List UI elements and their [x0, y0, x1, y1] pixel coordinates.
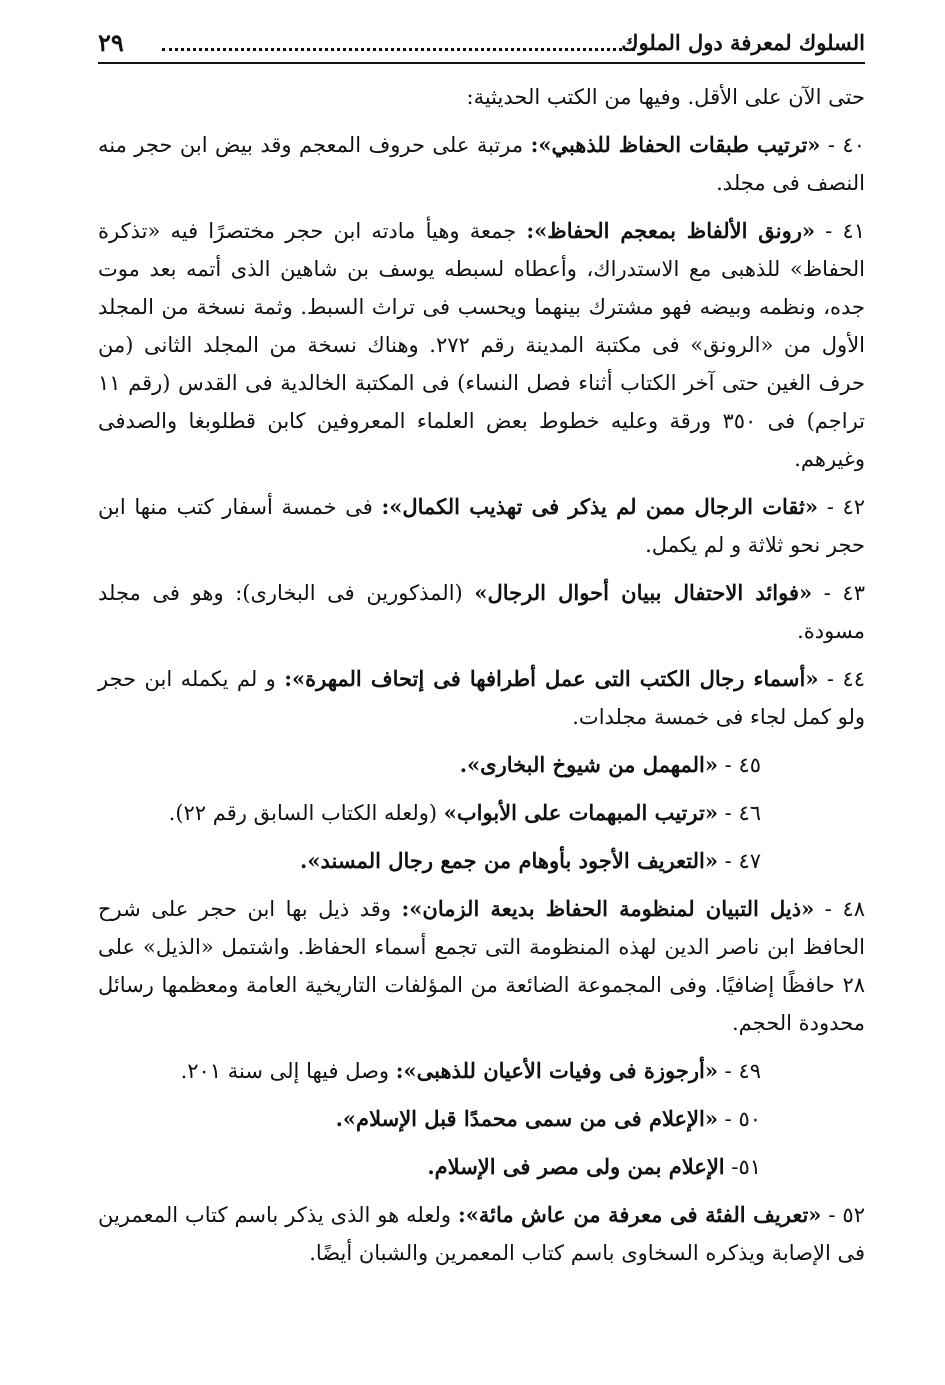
entry-text: و لم يكمله ابن حجر ولو كمل لجاء فى خمسة مجلدات. [98, 667, 865, 729]
entry-number: ٤٢ - [826, 495, 866, 519]
entry-40 [98, 126, 865, 202]
entry-number: ٤٩ - [724, 1059, 761, 1083]
entry-title: «تعريف الفئة فى معرفة من عاش مائة»: [457, 1202, 822, 1227]
entry-number: ٤٤ - [826, 667, 865, 691]
entry-43 [98, 574, 865, 650]
entry-52 [98, 1196, 865, 1272]
entry-text: (المذكورين فى البخارى): وهو فى مجلد مسودة. [98, 581, 865, 643]
entry-text: مرتبة على حروف المعجم وقد بيض ابن حجر منه النصف فى مجلد. [98, 133, 865, 195]
entry-number: ٤٦ - [724, 801, 761, 825]
entry-title: «ثقات الرجال ممن لم يذكر فى تهذيب الكمال»: [381, 494, 819, 519]
entry-51 [98, 1148, 865, 1186]
entry-number: ٥٢ - [828, 1203, 865, 1227]
entry-number: ٤٥ - [724, 753, 761, 777]
page-body [98, 78, 865, 1272]
entry-number: ٥١- [731, 1155, 761, 1179]
entry-50 [98, 1100, 865, 1138]
entry-number: ٤٧ - [724, 849, 761, 873]
entry-number: ٤٣ - [823, 581, 865, 605]
entry-text: (ولعله الكتاب السابق رقم ٢٢). [168, 801, 444, 825]
entry-title: الإعلام بمن ولى مصر فى الإسلام. [427, 1154, 725, 1179]
entry-number: ٤٠ - [827, 133, 865, 157]
entry-text: ولعله هو الذى يذكر باسم كتاب المعمرين فى الإصابة ويذكره السخاوى باسم كتاب المعمرين والشبان أيضًا. [98, 1203, 865, 1265]
entry-41 [98, 212, 865, 478]
entry-47 [98, 842, 865, 880]
entry-title: «المهمل من شيوخ البخارى». [459, 752, 718, 777]
dotted-leader [162, 48, 635, 51]
intro-line: حتى الآن على الأقل. وفيها من الكتب الحديثية: [466, 85, 865, 109]
entry-number: ٥٠ - [724, 1107, 761, 1131]
entry-44 [98, 660, 865, 736]
entry-title: «أرجوزة فى وفيات الأعيان للذهبى»: [395, 1058, 718, 1083]
entry-number: ٤٨ - [824, 897, 865, 921]
entry-title: «ذيل التبيان لمنظومة الحفاظ بديعة الزمان»: [401, 896, 815, 921]
running-title: السلوك لمعرفة دول الملوك [621, 30, 865, 55]
entry-49 [98, 1052, 865, 1090]
entry-text: جمعة وهيأ مادته ابن حجر مختصرًا فيه «تذكرة الحفاظ» للذهبى مع الاستدراك، وأعطاه لسبطه يوسف بن شاهين الذى أتمه بعد موت جده، ونظمه وبيضه فهو مشترك بينهما ويحسب فى تراث السبط. وثمة نسخة من المجلد الأول من «الرونق» فى مكتبة المدينة رقم ٢٧٢. وهناك نسخة من المجلد الثانى (من حرف الغين حتى آخر الكتاب أثناء فصل النساء) فى المكتبة الخالدية فى القدس (رقم ١١ تراجم) فى ٣٥٠ ورقة وعليه خطوط بعض العلماء المعروفين كابن قطلوبغا والصدفى وغيرهم. [98, 219, 865, 471]
entry-48 [98, 890, 865, 1042]
page-number: ٢٩ [98, 28, 124, 57]
entry-text: وقد ذيل بها ابن حجر على شرح الحافظ ابن ناصر الدين لهذه المنظومة التى تجمع أسماء الحفاظ. واشتمل «الذيل» على ٢٨ حافظًا إضافيًا. وفى المجموعة الضائعة من المؤلفات التاريخية العامة ومعظمها رسائل محدودة الحجم. [98, 897, 865, 1035]
entry-text: فى خمسة أسفار كتب منها ابن حجر نحو ثلاثة و لم يكمل. [98, 495, 865, 557]
entry-text: وصل فيها إلى سنة ٢٠١. [180, 1059, 396, 1083]
entry-title: «ترتيب المبهمات على الأبواب» [443, 800, 718, 825]
entry-45 [98, 746, 865, 784]
entry-title: «ترتيب طبقات الحفاظ للذهبي»: [530, 132, 821, 157]
entry-title: «التعريف الأجود بأوهام من جمع رجال المسند». [300, 848, 718, 873]
entry-title: «الإعلام فى من سمى محمدًا قبل الإسلام». [335, 1106, 718, 1131]
entry-title: «فوائد الاحتفال ببيان أحوال الرجال» [474, 580, 813, 605]
entry-46 [98, 794, 865, 832]
entry-42 [98, 488, 865, 564]
page-header [98, 18, 865, 64]
entry-number: ٤١ - [825, 219, 865, 243]
entry-title: «رونق الألفاظ بمعجم الحفاظ»: [526, 218, 815, 243]
entry-title: «أسماء رجال الكتب التى عمل أطرافها فى إتحاف المهرة»: [284, 666, 819, 691]
